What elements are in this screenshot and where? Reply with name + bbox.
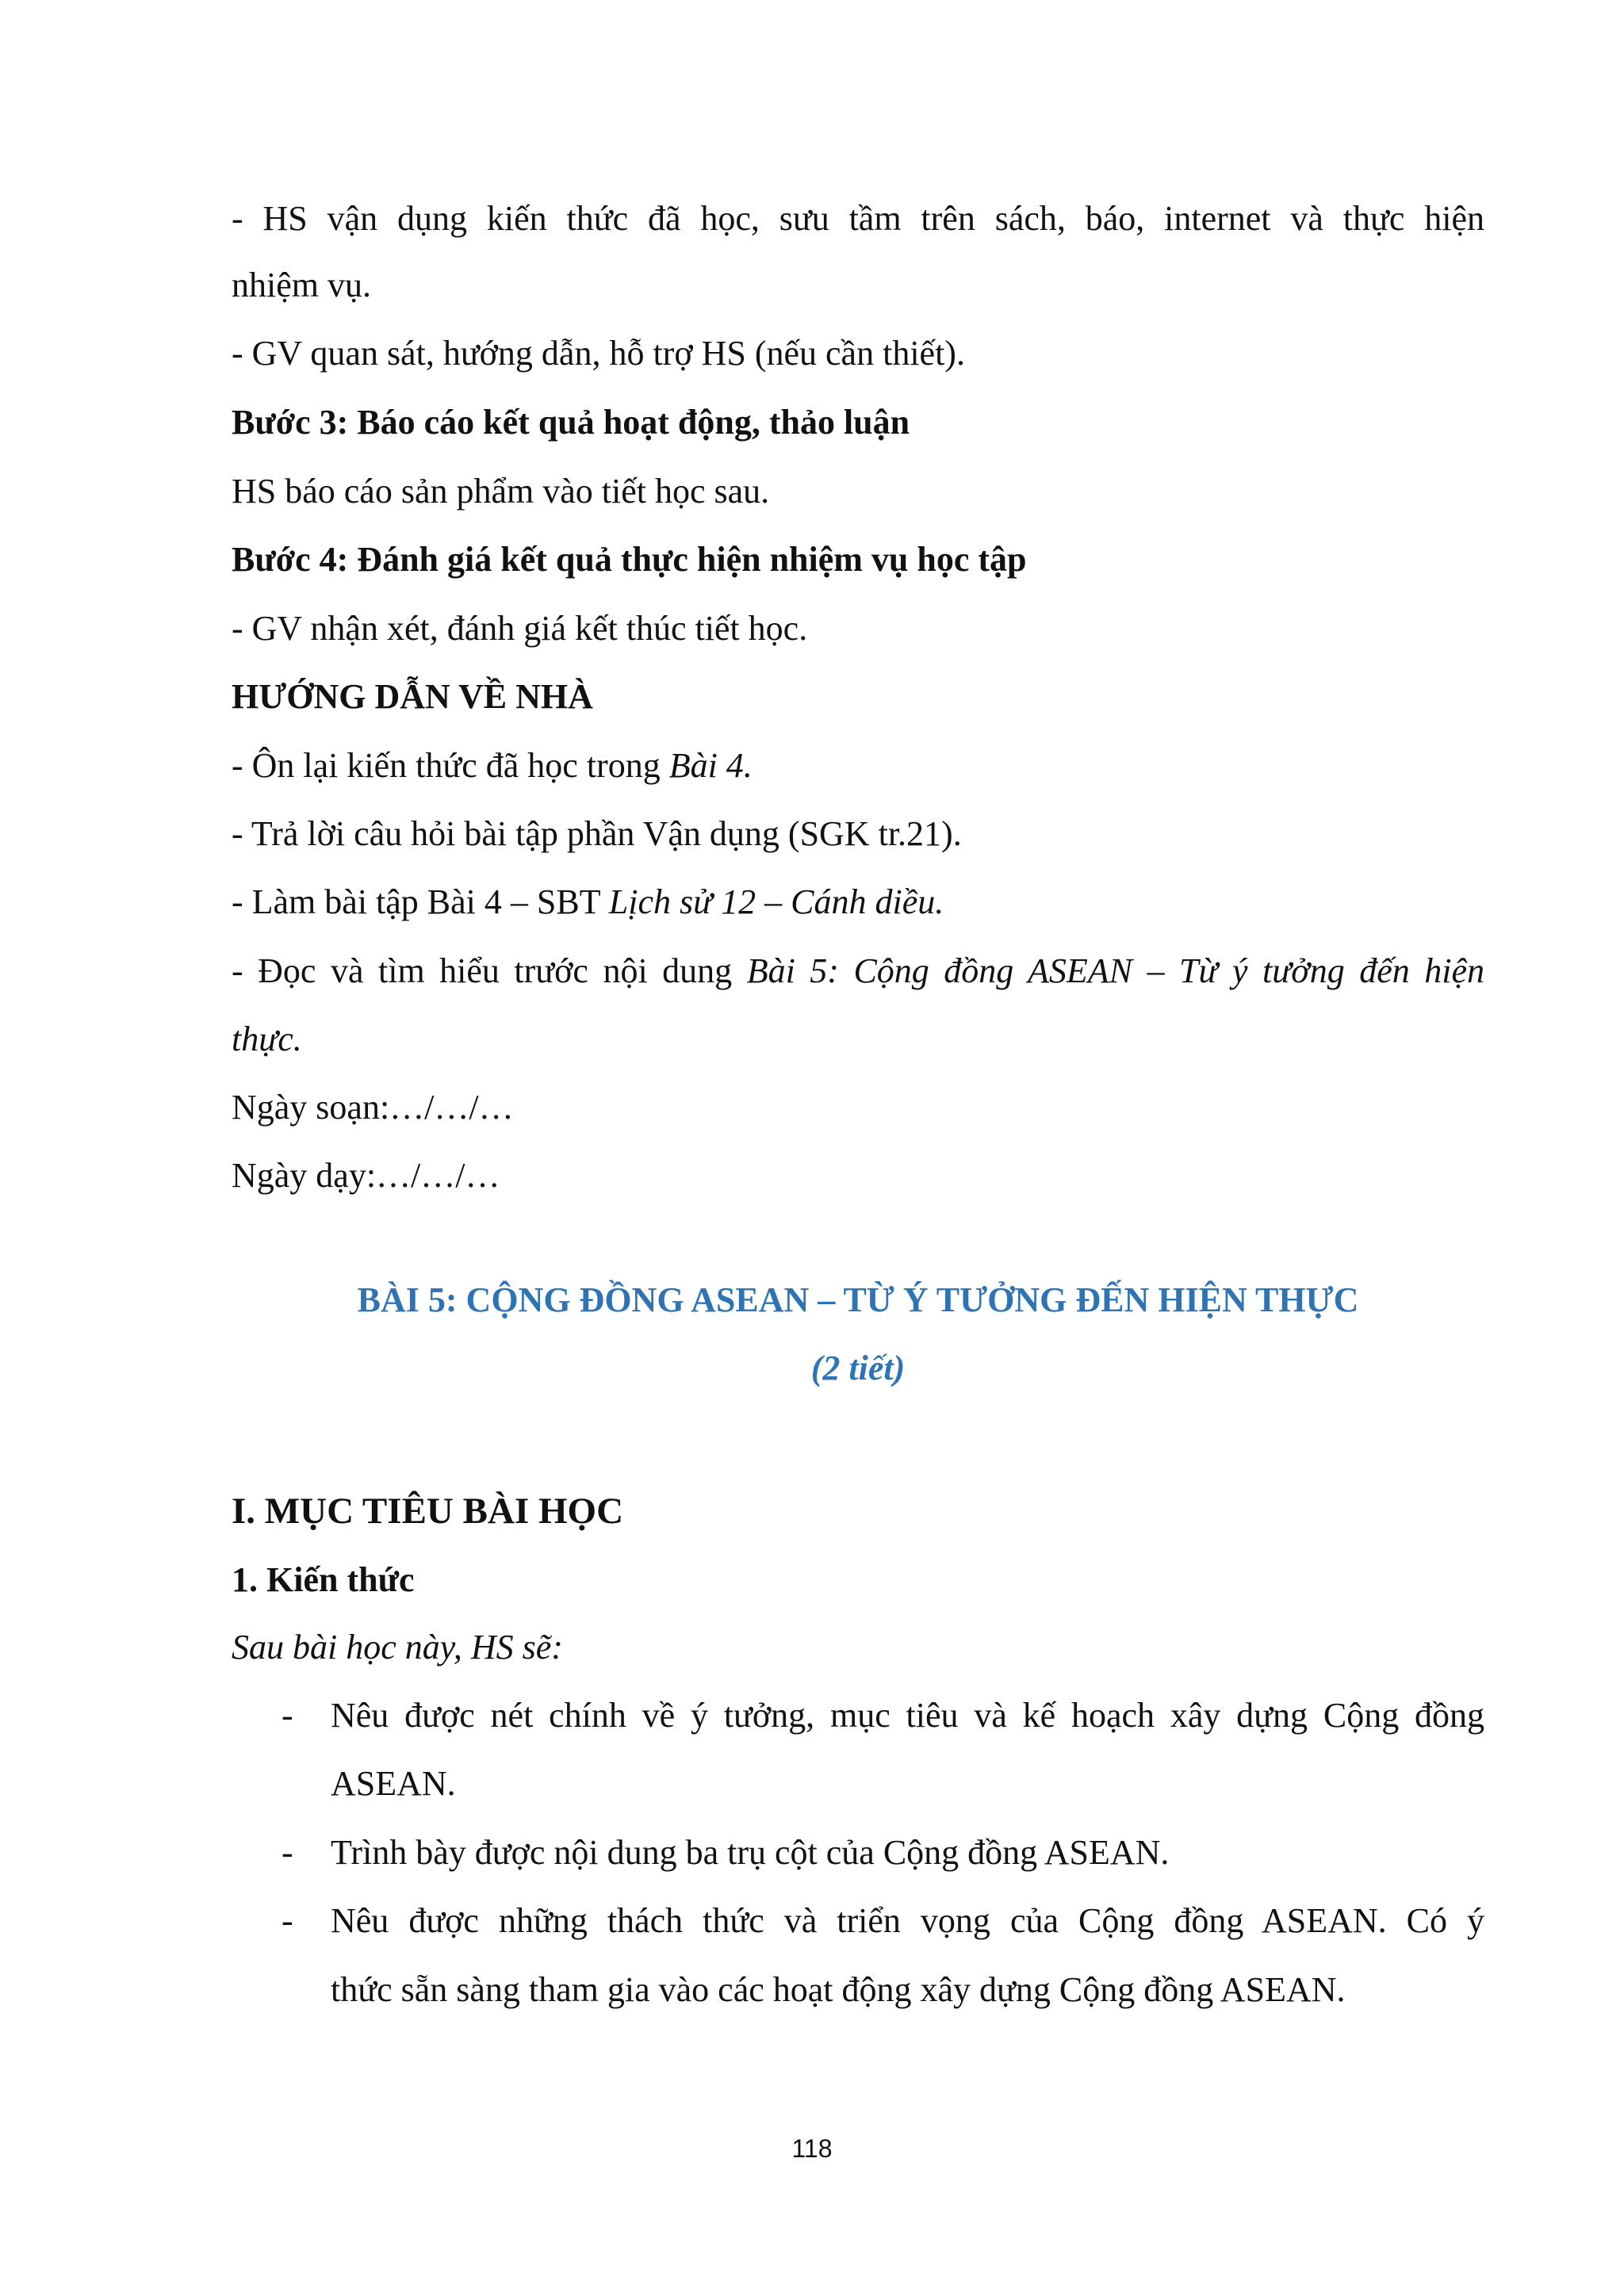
sub-heading: 1. Kiến thức: [232, 1560, 415, 1599]
homework-item-emphasis: Bài 5: Cộng đồng ASEAN – Từ ý tưởng đến hiện: [746, 951, 1484, 990]
objectives-intro: Sau bài học này, HS sẽ:: [232, 1628, 563, 1667]
objective-item-continuation: ASEAN.: [331, 1764, 456, 1803]
homework-item-text: - Đọc và tìm hiểu trước nội dung: [232, 951, 747, 990]
section-heading: I. MỤC TIÊU BÀI HỌC: [232, 1490, 624, 1532]
homework-item-continuation: thực.: [232, 1020, 302, 1058]
objective-item: Nêu được những thách thức và triển vọng của Cộng đồng ASEAN. Có ý: [331, 1901, 1484, 1940]
page-number: 118: [791, 2134, 833, 2163]
objective-item-continuation: thức sẵn sàng tham gia vào các hoạt động xây dựng Cộng đồng ASEAN.: [331, 1970, 1346, 2009]
paragraph-line: - HS vận dụng kiến thức đã học, sưu tầm trên sách, báo, internet và thực hiện: [232, 199, 1484, 238]
homework-item: [232, 878, 1484, 926]
homework-item-text: - Làm bài tập Bài 4 – SBT: [232, 882, 609, 921]
homework-item: [232, 947, 1484, 995]
homework-item-emphasis: Bài 4.: [668, 746, 753, 785]
step3-heading: Bước 3: Báo cáo kết quả hoạt động, thảo luận: [232, 403, 910, 442]
homework-item-emphasis: Lịch sử 12 – Cánh diều.: [608, 882, 944, 921]
objective-item: Nêu được nét chính về ý tưởng, mục tiêu và kế hoạch xây dựng Cộng đồng: [331, 1696, 1484, 1735]
taught-date: Ngày dạy:…/…/…: [232, 1156, 500, 1195]
paragraph: - GV quan sát, hướng dẫn, hỗ trợ HS (nếu cần thiết).: [232, 334, 965, 373]
bullet-marker: -: [282, 1696, 293, 1735]
paragraph: - GV nhận xét, đánh giá kết thúc tiết học.: [232, 609, 808, 648]
lesson-title: BÀI 5: CỘNG ĐỒNG ASEAN – TỪ Ý TƯỞNG ĐẾN HIỆN THỰC: [357, 1280, 1359, 1319]
homework-item: [232, 742, 1484, 790]
objective-item: Trình bày được nội dung ba trụ cột của Cộng đồng ASEAN.: [331, 1833, 1170, 1872]
step4-heading: Bước 4: Đánh giá kết quả thực hiện nhiệm vụ học tập: [232, 540, 1027, 579]
homework-item: - Trả lời câu hỏi bài tập phần Vận dụng (SGK tr.21).: [232, 814, 962, 853]
prepared-date: Ngày soạn:…/…/…: [232, 1088, 514, 1127]
bullet-marker: -: [282, 1901, 293, 1940]
paragraph: HS báo cáo sản phẩm vào tiết học sau.: [232, 472, 770, 511]
homework-item-text: - Ôn lại kiến thức đã học trong: [232, 746, 669, 785]
lesson-subtitle: (2 tiết): [810, 1349, 906, 1387]
paragraph-line: nhiệm vụ.: [232, 266, 371, 304]
bullet-marker: -: [282, 1833, 293, 1872]
homework-heading: HƯỚNG DẪN VỀ NHÀ: [232, 677, 593, 716]
